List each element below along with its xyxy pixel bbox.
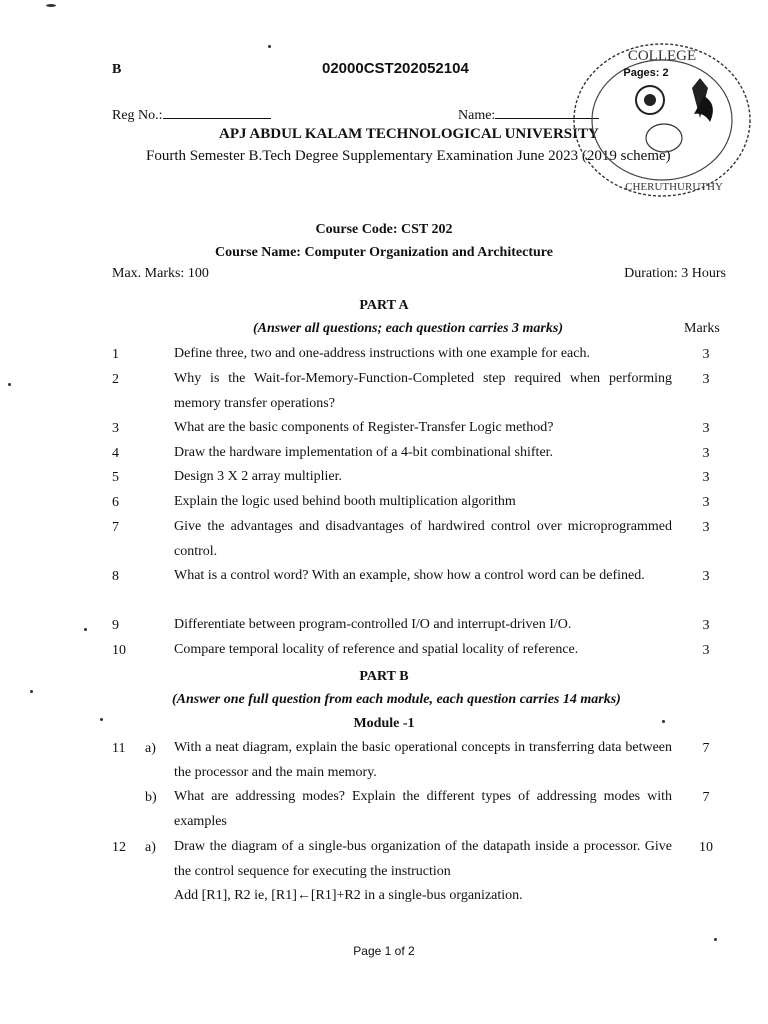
question-marks: 3 xyxy=(702,643,710,658)
question-number: 12 xyxy=(112,840,126,855)
question-marks: 10 xyxy=(699,840,713,855)
stamp-pages-text: Pages: 2 xyxy=(623,67,669,79)
question-text: What are addressing modes? Explain the different types of addressing modes with examples xyxy=(174,789,672,829)
question-marks: 7 xyxy=(702,741,710,756)
part-a-title: PART A xyxy=(359,298,409,313)
question-text: With a neat diagram, explain the basic operational concepts in transferring data between the processor and the main memory. xyxy=(174,740,672,780)
course-name: Course Name: Computer Organization and Architecture xyxy=(215,245,553,260)
question-marks: 7 xyxy=(702,790,710,805)
page-number: Page 1 of 2 xyxy=(353,944,415,958)
part-b-instruction: (Answer one full question from each module, each question carries 14 marks) xyxy=(172,692,621,707)
series-label: B xyxy=(112,62,122,77)
name-label: Name: xyxy=(458,108,496,123)
question-number: 6 xyxy=(112,495,119,510)
question-number: 1 xyxy=(112,347,119,362)
course-code: Course Code: CST 202 xyxy=(315,222,453,237)
exam-title: Fourth Semester B.Tech Degree Supplementary Examination June 2023 (2019 scheme) xyxy=(146,148,671,164)
question-marks: 3 xyxy=(702,470,710,485)
duration: Duration: 3 Hours xyxy=(624,266,726,281)
question-text: What is a control word? With an example, show how a control word can be defined. xyxy=(174,568,645,583)
question-text: Give the advantages and disadvantages of hardwired control over microprogrammed control. xyxy=(174,519,672,559)
question-number: 9 xyxy=(112,618,119,633)
question-marks: 3 xyxy=(702,421,710,436)
reg-no-field xyxy=(112,106,271,124)
stamp-top-text: COLLEGE xyxy=(627,48,697,64)
question-number: 7 xyxy=(112,520,119,535)
question-marks: 3 xyxy=(702,520,710,535)
question-number: 3 xyxy=(112,421,119,436)
part-b-title: PART B xyxy=(359,669,409,684)
question-text: Differentiate between program-controlled I/O and interrupt-driven I/O. xyxy=(174,617,572,632)
question-number: 10 xyxy=(112,643,126,658)
question-text: What are the basic components of Register-Transfer Logic method? xyxy=(174,420,554,435)
stamp-bottom-text: CHERUTHURUTHY xyxy=(625,181,723,193)
question-marks: 3 xyxy=(702,372,710,387)
question-marks: 3 xyxy=(702,495,710,510)
module-1-title: Module -1 xyxy=(353,716,415,731)
question-marks: 3 xyxy=(702,446,710,461)
reg-no-blank xyxy=(163,106,271,119)
question-number: 5 xyxy=(112,470,119,485)
scan-speck xyxy=(662,720,665,723)
question-text: Define three, two and one-address instructions with one example for each. xyxy=(174,346,590,361)
paper-code: 02000CST202052104 xyxy=(322,60,469,77)
scan-speck xyxy=(46,4,56,7)
marks-header: Marks xyxy=(684,321,720,336)
scan-speck xyxy=(714,938,717,941)
question-number: 8 xyxy=(112,569,119,584)
scan-speck xyxy=(8,383,11,386)
question-text: Add [R1], R2 ie, [R1]←[R1]+R2 in a single-bus organization. xyxy=(174,888,523,903)
question-sub-label: a) xyxy=(145,741,156,756)
reg-no-label: Reg No.: xyxy=(112,108,163,123)
max-marks: Max. Marks: 100 xyxy=(112,266,209,281)
question-marks: 3 xyxy=(702,618,710,633)
question-text: Design 3 X 2 array multiplier. xyxy=(174,469,342,484)
scan-speck xyxy=(30,690,33,693)
university-name: APJ ABDUL KALAM TECHNOLOGICAL UNIVERSITY xyxy=(219,126,599,142)
college-seal-stamp xyxy=(564,38,754,208)
question-sub-label: a) xyxy=(145,840,156,855)
question-marks: 3 xyxy=(702,569,710,584)
question-text: Draw the hardware implementation of a 4-bit combinational shifter. xyxy=(174,445,554,460)
question-sub-label: b) xyxy=(145,790,157,805)
question-text: Explain the logic used behind booth multiplication algorithm xyxy=(174,494,516,509)
scan-speck xyxy=(100,718,103,721)
question-number: 2 xyxy=(112,372,119,387)
question-text: Compare temporal locality of reference and spatial locality of reference. xyxy=(174,642,579,657)
question-number: 4 xyxy=(112,446,119,461)
question-text: Draw the diagram of a single-bus organization of the datapath inside a processor. Give the control sequence for executing the instruction xyxy=(174,839,672,879)
question-text: Why is the Wait-for-Memory-Function-Completed step required when performing memory transfer operations? xyxy=(174,371,672,411)
question-number: 11 xyxy=(112,741,126,756)
part-a-instruction: (Answer all questions; each question carries 3 marks) xyxy=(253,321,563,336)
scan-speck xyxy=(268,45,271,48)
scan-speck xyxy=(84,628,87,631)
question-marks: 3 xyxy=(702,347,710,362)
